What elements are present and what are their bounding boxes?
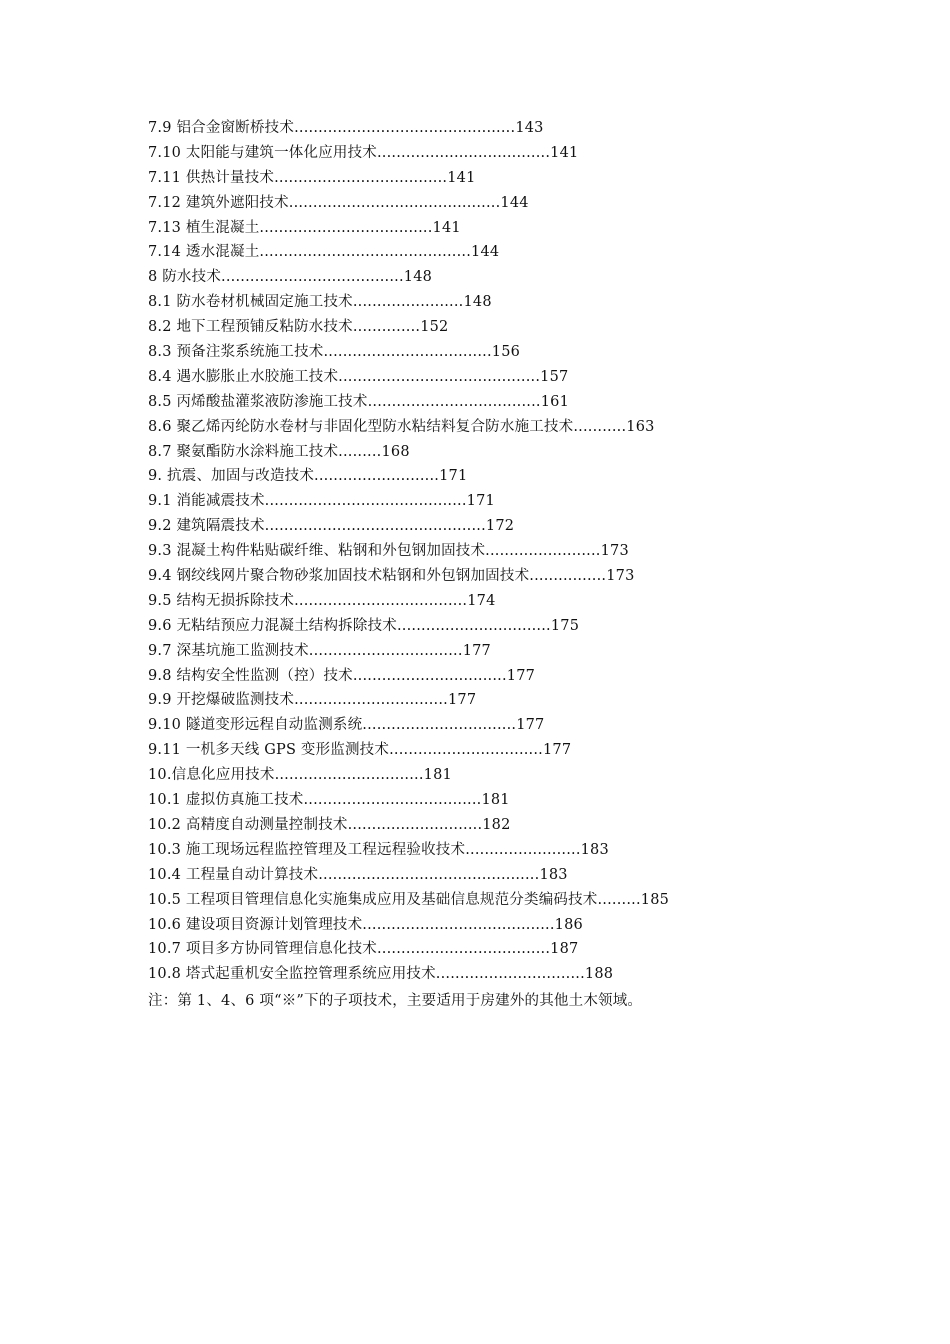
toc-entry[interactable] [148, 265, 848, 290]
toc-entry-page-number: 157 [540, 368, 569, 385]
toc-entry-leader: ................................ [389, 742, 543, 759]
toc-entry-page-number: 163 [626, 418, 655, 435]
toc-entry-leader: ........................................ [362, 916, 555, 933]
toc-entry-leader: .......................................... [264, 493, 467, 510]
toc-entry-leader: .................................... [377, 144, 551, 161]
toc-entry[interactable] [148, 116, 848, 141]
toc-entry-title: 8.3 预备注浆系统施工技术 [148, 344, 324, 361]
toc-entry-page-number: 188 [584, 966, 614, 983]
toc-entry[interactable] [148, 564, 848, 589]
toc-entry-leader: ................................ [294, 692, 448, 709]
toc-entry-title: 10.3 施工现场远程监控管理及工程远程验收技术 [148, 841, 466, 858]
toc-entry[interactable] [148, 415, 848, 440]
toc-entry-title: 8.6 聚乙烯丙纶防水卷材与非固化型防水粘结料复合防水施工技术 [148, 418, 574, 435]
toc-entry-title: 10.5 工程项目管理信息化实施集成应用及基础信息规范分类编码技术 [148, 891, 598, 908]
toc-entry-page-number: 148 [463, 294, 492, 311]
toc-entry-title: 9.10 隧道变形远程自动监测系统 [148, 717, 363, 734]
toc-entry-title: 10.2 高精度自动测量控制技术 [148, 816, 348, 833]
toc-entry-page-number: 181 [423, 767, 452, 784]
toc-entry-page-number: 186 [554, 916, 583, 933]
toc-entry-page-number: 177 [447, 692, 477, 709]
toc-entry-page-number: 141 [550, 144, 579, 161]
toc-entry-page-number: 177 [543, 742, 572, 759]
toc-entry-leader: ................................ [352, 667, 507, 684]
toc-entry[interactable] [148, 888, 848, 913]
toc-entry-title: 10.1 虚拟仿真施工技术 [148, 792, 304, 809]
toc-entry[interactable] [148, 166, 848, 191]
toc-entry-leader: ........................ [485, 543, 601, 560]
toc-entry-page-number: 185 [640, 891, 670, 908]
toc-entry-title: 7.13 植生混凝土 [148, 219, 260, 236]
toc-entry-leader: .......................... [314, 468, 440, 485]
toc-entry-title: 9.4 钢绞线网片聚合物砂浆加固技术粘钢和外包钢加固技术 [148, 568, 530, 585]
toc-entry[interactable] [148, 464, 848, 489]
toc-entry[interactable] [148, 589, 848, 614]
toc-entry-title: 7.9 铝合金窗断桥技术 [148, 120, 295, 136]
toc-entry-leader: ...................................... [221, 269, 404, 286]
toc-entry-title: 7.14 透水混凝土 [148, 244, 260, 261]
toc-entry-title: 7.12 建筑外遮阳技术 [148, 194, 289, 211]
toc-entry-title: 9.3 混凝土构件粘贴碳纤维、粘钢和外包钢加固技术 [148, 543, 486, 560]
toc-entry[interactable] [148, 863, 848, 888]
toc-entry-title: 10.信息化应用技术 [148, 767, 275, 784]
toc-entry[interactable] [148, 738, 848, 763]
toc-entry-title: 9.5 结构无损拆除技术 [148, 592, 295, 609]
toc-entry[interactable] [148, 688, 848, 713]
toc-entry-page-number: 175 [550, 617, 580, 634]
toc-entry-leader: ............................... [274, 767, 424, 784]
toc-entry-title: 8.4 遇水膨胀止水胶施工技术 [148, 368, 339, 385]
toc-entry-leader: ............................................ [288, 194, 501, 211]
toc-entry-title: 8 防水技术 [148, 269, 222, 286]
footnote: 注：第 1、4、6 项“※”下的子项技术，主要适用于房建外的其他土木领域。 [148, 993, 643, 1009]
toc-entry[interactable] [148, 813, 848, 838]
toc-entry[interactable] [148, 763, 848, 788]
toc-entry-leader: .................................... [274, 169, 448, 186]
toc-entry-title: 9.8 结构安全性监测（控）技术 [148, 667, 353, 684]
toc-entry-title: 8.1 防水卷材机械固定施工技术 [148, 294, 353, 311]
toc-entry-leader: .............................................. [318, 866, 540, 883]
toc-entry[interactable] [148, 240, 848, 265]
toc-entry-page-number: 187 [550, 941, 579, 958]
toc-entry-page-number: 144 [471, 244, 500, 261]
toc-entry-page-number: 181 [481, 792, 510, 809]
toc-entry[interactable] [148, 315, 848, 340]
toc-entry-leader: ................................... [323, 344, 492, 361]
toc-entry-leader: ......... [597, 891, 641, 908]
toc-entry-page-number: 144 [500, 194, 529, 211]
toc-entry-leader: .................................... [294, 592, 468, 609]
toc-entry-title: 9.7 深基坑施工监测技术 [148, 642, 309, 659]
toc-entry[interactable] [148, 838, 848, 863]
toc-entry[interactable] [148, 514, 848, 539]
toc-entry[interactable] [148, 365, 848, 390]
toc-entry-leader: .............. [352, 319, 421, 336]
toc-entry[interactable] [148, 788, 848, 813]
toc-entry-title: 9.1 消能减震技术 [148, 493, 265, 510]
toc-entry-page-number: 174 [467, 592, 496, 609]
toc-entry-title: 9.2 建筑隔震技术 [148, 518, 265, 535]
toc-entry-leader: ......... [338, 443, 382, 460]
toc-entry-title: 8.7 聚氨酯防水涂料施工技术 [148, 443, 339, 460]
toc-entry[interactable] [148, 539, 848, 564]
toc-entry-page-number: 168 [381, 443, 410, 460]
toc-entry[interactable] [148, 639, 848, 664]
toc-entry-leader: ................................ [396, 617, 551, 634]
toc-entry[interactable] [148, 713, 848, 738]
toc-entry-page-number: 143 [515, 120, 544, 136]
toc-entry-leader: .................................... [377, 941, 551, 958]
toc-entry-page-number: 183 [580, 841, 609, 858]
toc-entry[interactable] [148, 390, 848, 415]
toc-entry-page-number: 173 [606, 568, 635, 585]
toc-entry-page-number: 148 [403, 269, 433, 286]
toc-entry-title: 10.7 项目多方协同管理信息化技术 [148, 941, 377, 958]
toc-entry[interactable] [148, 962, 848, 987]
toc-entry[interactable] [148, 141, 848, 166]
toc-entry-title: 9.9 开挖爆破监测技术 [148, 692, 295, 709]
toc-entry-title: 10.4 工程量自动计算技术 [148, 866, 319, 883]
toc-entry-leader: .............................................. [294, 120, 516, 136]
toc-entry[interactable] [148, 489, 848, 514]
toc-entry-leader: ................................ [308, 642, 463, 659]
toc-entry[interactable] [148, 216, 848, 241]
toc-entry-page-number: 177 [462, 642, 491, 659]
toc-entry-leader: ............................... [435, 966, 585, 983]
toc-entry[interactable] [148, 614, 848, 639]
toc-entry[interactable] [148, 340, 848, 365]
toc-entry-page-number: 141 [432, 219, 461, 236]
toc-entry-title: 7.10 太阳能与建筑一体化应用技术 [148, 144, 377, 161]
toc-entry-leader: .................................... [367, 393, 541, 410]
toc-entry-leader: ............................................ [259, 244, 472, 261]
toc-entry-page-number: 183 [539, 866, 568, 883]
toc-entry-leader: .......................................... [338, 368, 541, 385]
toc-entry-leader: .................................... [259, 219, 433, 236]
toc-entry-leader: ........... [573, 418, 627, 435]
toc-entry-page-number: 152 [420, 319, 449, 336]
toc-entry-leader: .............................................. [264, 518, 486, 535]
toc-entry-title: 7.11 供热计量技术 [148, 169, 275, 186]
toc-entry-title: 9.6 无粘结预应力混凝土结构拆除技术 [148, 617, 397, 634]
toc-entry-leader: ....................... [352, 294, 464, 311]
toc-entry-page-number: 177 [516, 717, 545, 734]
toc-entry-title: 8.2 地下工程预铺反粘防水技术 [148, 319, 353, 336]
toc-entry[interactable] [148, 913, 848, 938]
toc-entry-title: 9. 抗震、加固与改造技术 [148, 468, 315, 485]
toc-entry-leader: ................................ [362, 717, 517, 734]
toc-entry-page-number: 177 [506, 667, 536, 684]
toc-entry-page-number: 156 [491, 344, 521, 361]
table-of-contents [148, 116, 848, 987]
toc-entry-page-number: 173 [600, 543, 629, 560]
toc-entry-page-number: 141 [447, 169, 476, 186]
toc-entry-title: 10.8 塔式起重机安全监控管理系统应用技术 [148, 966, 436, 983]
toc-entry-leader: ..................................... [303, 792, 482, 809]
toc-entry[interactable] [148, 191, 848, 216]
toc-entry-page-number: 171 [466, 493, 495, 510]
toc-entry[interactable] [148, 664, 848, 689]
toc-entry[interactable] [148, 440, 848, 465]
toc-entry-leader: ................ [529, 568, 607, 585]
toc-entry-page-number: 171 [439, 468, 468, 485]
toc-entry-page-number: 182 [482, 816, 511, 833]
toc-entry-title: 9.11 一机多天线 GPS 变形监测技术 [148, 742, 390, 759]
toc-entry-leader: ........................ [465, 841, 581, 858]
toc-entry[interactable] [148, 290, 848, 315]
toc-entry-title: 10.6 建设项目资源计划管理技术 [148, 916, 363, 933]
toc-entry-page-number: 172 [485, 518, 515, 535]
toc-entry-title: 8.5 丙烯酸盐灌浆液防渗施工技术 [148, 393, 368, 410]
toc-entry[interactable] [148, 937, 848, 962]
toc-entry-leader: ............................ [347, 816, 483, 833]
toc-entry-page-number: 161 [540, 393, 569, 410]
